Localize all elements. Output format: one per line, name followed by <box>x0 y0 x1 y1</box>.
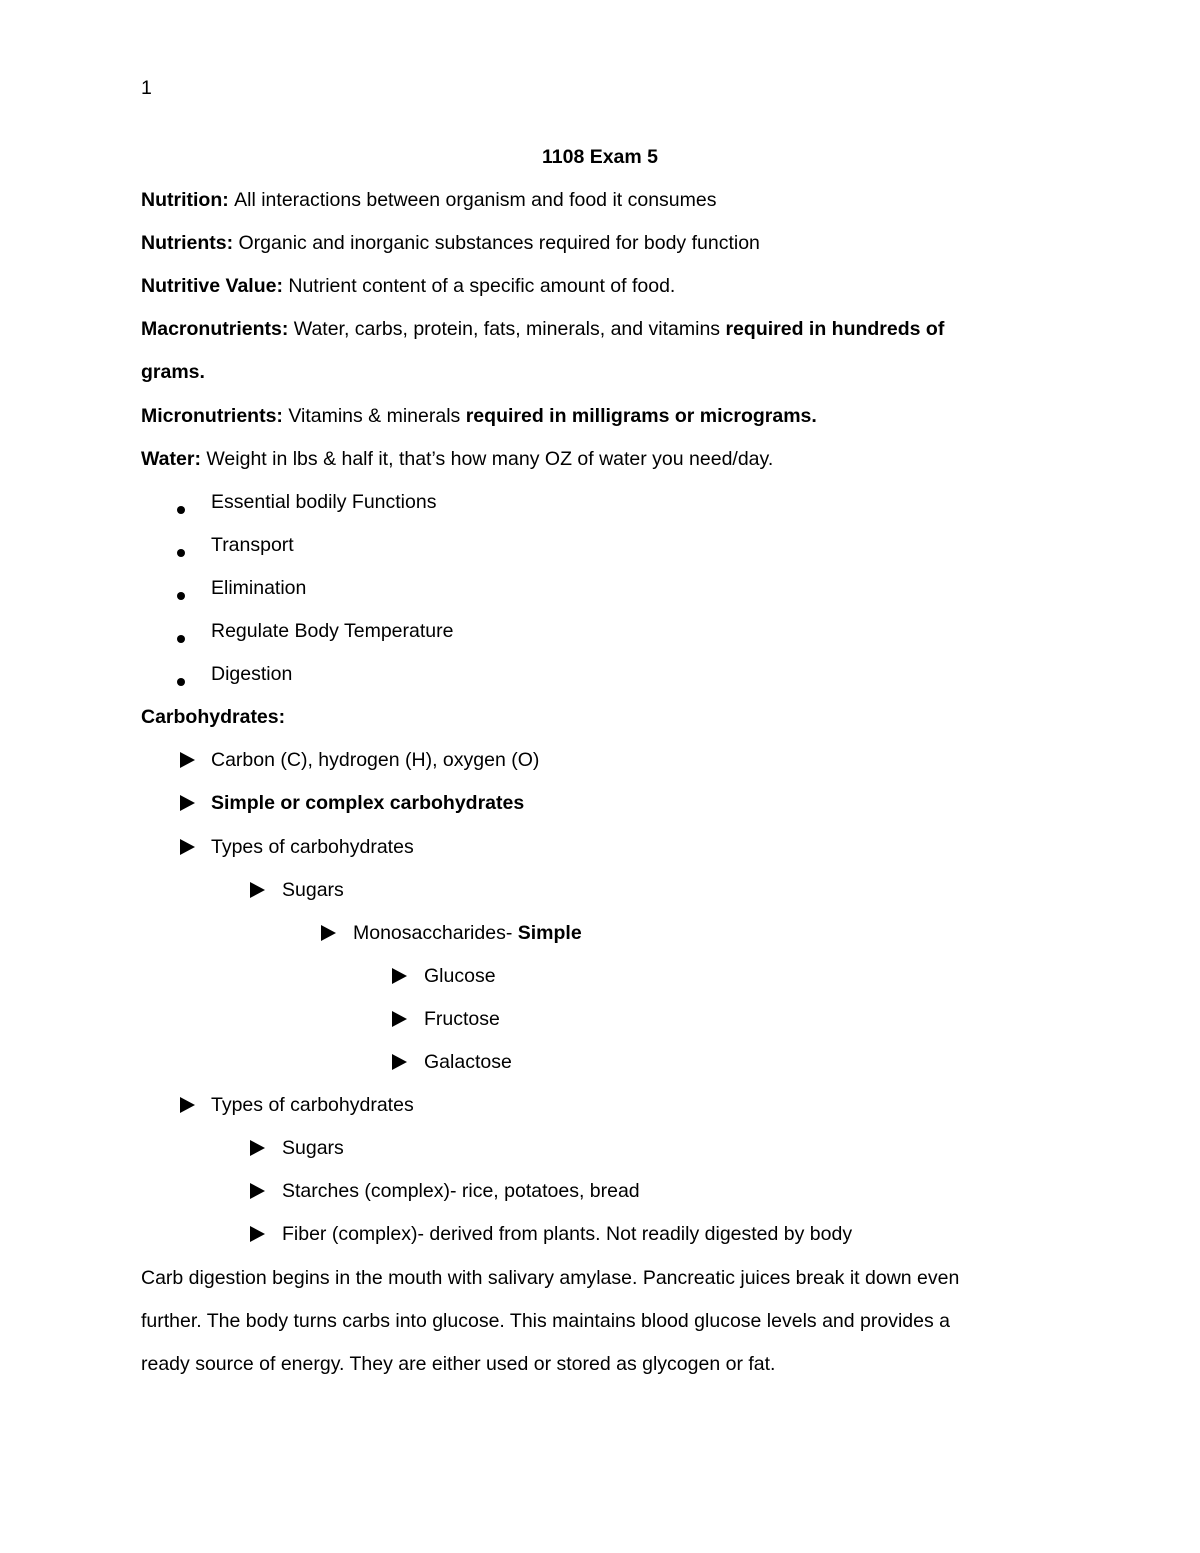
bold-text: Nutrients: <box>141 232 239 255</box>
paragraph-line <box>141 188 717 212</box>
page-number: 1 <box>141 77 152 99</box>
text: ready source of energy. They are either used or stored as glycogen or fat. <box>141 1352 776 1375</box>
list-item <box>353 921 582 945</box>
bold-text: Carbohydrates: <box>141 706 286 729</box>
list-item <box>211 791 524 815</box>
text: Fiber (complex)- derived from plants. Not readily digested by body <box>282 1223 853 1246</box>
paragraph-line <box>141 360 205 384</box>
text: Digestion <box>211 663 293 686</box>
bullet-arrow-icon <box>180 839 195 861</box>
bullet-arrow-icon <box>250 1183 265 1205</box>
bullet-dot-icon <box>177 498 185 520</box>
list-item <box>282 878 344 902</box>
paragraph-line <box>141 317 944 341</box>
text: Types of carbohydrates <box>211 835 414 858</box>
list-item <box>424 1050 512 1074</box>
bullet-arrow-icon <box>392 1054 407 1076</box>
paragraph-line <box>141 1309 950 1333</box>
bold-text: Nutritive Value: <box>141 275 289 298</box>
bold-text: Nutrition: <box>141 189 235 211</box>
bold-text: Micronutrients: <box>141 404 289 427</box>
bullet-arrow-icon <box>180 795 195 817</box>
list-item <box>424 964 496 988</box>
list-item <box>211 835 414 859</box>
bold-text: Simple <box>517 921 582 944</box>
bullet-arrow-icon <box>321 925 336 947</box>
bullet-arrow-icon <box>392 968 407 990</box>
text: All interactions between organism and food it consumes <box>234 189 717 211</box>
text: further. The body turns carbs into glucose. This maintains blood glucose levels and provides a <box>141 1309 950 1332</box>
paragraph-line <box>141 1352 775 1376</box>
bullet-arrow-icon <box>250 1226 265 1248</box>
bold-text: Simple or complex carbohydrates <box>211 792 525 815</box>
bullet-arrow-icon <box>250 1140 265 1162</box>
bullet-dot-icon <box>177 541 185 563</box>
text: Elimination <box>211 576 307 599</box>
list-item <box>211 1093 414 1117</box>
bold-text: grams. <box>141 361 205 384</box>
text: Nutrient content of a specific amount of food. <box>288 275 676 298</box>
text: Galactose <box>424 1051 512 1073</box>
text: Glucose <box>424 964 496 987</box>
paragraph-line <box>141 1266 959 1290</box>
text: Starches (complex)- rice, potatoes, bread <box>282 1180 640 1203</box>
text: Weight in lbs & half it, that’s how many OZ of water you need/day. <box>206 447 774 470</box>
text: Carb digestion begins in the mouth with salivary amylase. Pancreatic juices break it down even <box>141 1266 960 1289</box>
bullet-arrow-icon <box>180 1097 195 1119</box>
paragraph-line <box>141 447 773 471</box>
text: Essential bodily Functions <box>211 490 437 513</box>
bullet-dot-icon <box>177 584 185 606</box>
text: Monosaccharides- <box>353 921 518 944</box>
paragraph-line <box>141 404 817 428</box>
text: Transport <box>211 533 294 556</box>
bold-text: Water: <box>141 447 207 470</box>
list-item <box>282 1222 852 1246</box>
list-item <box>211 576 306 600</box>
bold-text: required in milligrams or micrograms. <box>465 404 817 427</box>
list-item <box>282 1179 640 1203</box>
text: Water, carbs, protein, fats, minerals, and vitamins <box>293 318 726 341</box>
text: Organic and inorganic substances required for body function <box>238 232 760 255</box>
text: Carbon (C), hydrogen (H), oxygen (O) <box>211 749 540 772</box>
bold-text: Macronutrients: <box>141 318 294 341</box>
bullet-dot-icon <box>177 670 185 692</box>
list-item <box>424 1007 500 1031</box>
text: Vitamins & minerals <box>288 404 466 427</box>
bold-text: required in hundreds of <box>725 318 945 341</box>
bullet-arrow-icon <box>250 882 265 904</box>
list-item <box>211 662 292 686</box>
list-item <box>211 619 453 643</box>
text: Sugars <box>282 878 344 901</box>
list-item <box>282 1136 344 1160</box>
text: Sugars <box>282 1137 344 1160</box>
paragraph-line <box>141 705 285 729</box>
list-item <box>211 490 436 514</box>
text: Fructose <box>424 1007 500 1030</box>
text: Regulate Body Temperature <box>211 620 454 642</box>
document-title: 1108 Exam 5 <box>541 146 659 168</box>
paragraph-line <box>141 274 675 298</box>
bullet-arrow-icon <box>180 752 195 774</box>
bullet-dot-icon <box>177 627 185 649</box>
bullet-arrow-icon <box>392 1011 407 1033</box>
list-item <box>211 748 539 772</box>
paragraph-line <box>141 231 760 255</box>
text: Types of carbohydrates <box>211 1094 414 1117</box>
list-item <box>211 533 294 557</box>
